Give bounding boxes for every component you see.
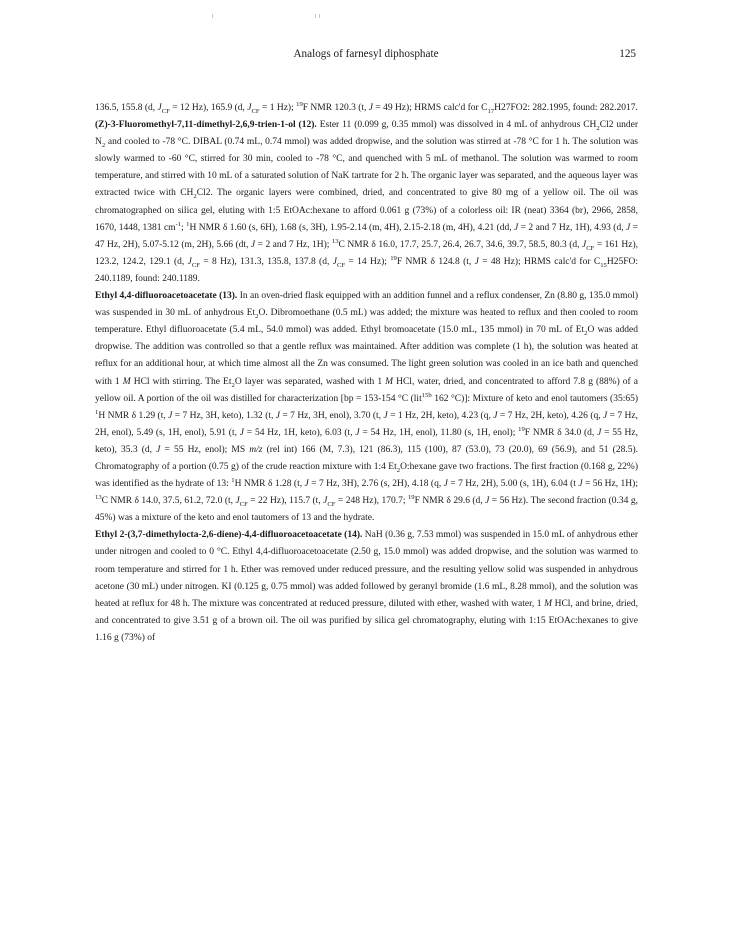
paragraph-text: Ester 11 (0.099 g, 0.35 mmol) was dissolved in 4 mL of anhydrous $CH_2Cl2$ under $N_2$ and cooled to -78 °C. DIBAL (0.74 mL, 0.74 mmol) was added dropwise, and the solution was stirred at -78 °C for 1 h. The solution was slowly warmed to -60 °C, stirred for 30 min, cooled to -78 °C, and quenched with 5 mL of methanol. The solution was warmed to room temperature, and stirred with 10 mL of a saturated solution of NaK tartrate for 2 h. The organic layer was separated, and the aqueous layer was extracted twice with $CH_2Cl2$. The organic layers were combined, dried, and concentrated to give 80 mg of a yellow oil. The oil was chromatographed on silica gel, eluting with 1:5 EtOAc:hexane to afford 0.061 g (73%) of a colorless oil: IR (neat) 3364 (br), 2966, 2858, 1670, 1448, 1381 $cm^{-1}$; $^1$H NMR δ 1.60 (s, 6H), 1.68 (s, 3H), 1.95-2.14 (m, 4H), 2.15-2.18 (m, 4H), 4.21 (dd, J = 2 and 7 Hz, 1H), 4.93 (d, J = 47 Hz, 2H), 5.07-5.12 (m, 2H), 5.66 (dt, J = 2 and 7 Hz, 1H); $^{13}$C NMR δ 16.0, 17.7, 25.7, 26.4, 26.7, 34.6, 39.7, 58.5, 80.3 (d, $J_{CF} = 161$ Hz), 123.2, 124.2, 129.1 (d, $J_{CF} = 8$ Hz), 131.3, 135.8, 137.8 (d, $J_{CF} = 14$ Hz); $^{19}$F NMR δ 124.8 (t, J = 48 Hz); HRMS calc'd for $C_{15}H25FO$: 240.1189, found: 240.1189. (95, 120, 639, 284)
paragraph (95, 288, 638, 527)
paragraph (95, 117, 638, 288)
paragraph-text: In an oven-dried flask equipped with an addition funnel and a reflux condenser, Zn (8.80 g, 135.0 mmol) was suspended in 30 mL of anhydrous $Et_2O$. Dibromoethane (0.5 mL) was added; the mixture was heated to reflux and then cooled to room temperature. Ethyl difluoroacetate (5.4 mL, 54.0 mmol) was added. Ethyl bromoacetate (15.0 mL, 135 mmol) in 70 mL of $Et_2O$ was added dropwise. The addition was controlled so that a gentle reflux was maintained. After addition was complete (1 h), the solution was heated at reflux for an additional hour, at which time almost all the Zn was consumed. The light green solution was cooled in an ice bath and quenched with 1 M HCl with stirring. The $Et_2O$ layer was separated, washed with 1 M HCl, water, dried, and concentrated to afford 7.8 g (88%) of a yellow oil. A portion of the oil was distilled for characterization [bp = 153-154 °C (lit$^{15b}$ 162 °C)]: Mixture of keto and enol tautomers (35:65) $^1$H NMR δ 1.29 (t, J = 7 Hz, 3H, keto), 1.32 (t, J = 7 Hz, 3H, enol), 3.70 (t, J = 1 Hz, 2H, keto), 4.23 (q, J = 7 Hz, 2H, keto), 4.26 (q, J = 7 Hz, 2H, enol), 5.49 (s, 1H, enol), 5.91 (t, J = 54 Hz, 1H, keto), 6.03 (t, J = 54 Hz, 1H, enol), 11.80 (s, 1H, enol); $^{19}$F NMR δ 34.0 (d, J = 55 Hz, keto), 35.3 (d, J = 55 Hz, enol); MS m/z (rel int) 166 (M, 7.3), 121 (86.3), 115 (100), 87 (53.0), 73 (20.0), 69 (56.9), and 51 (28.5). Chromatography of a portion (0.75 g) of the crude reaction mixture with 1:4 $Et_2O:hexane$ gave two fractions. The first fraction (0.168 g, 22%) was identified as the hydrate of 13: $^1$H NMR δ 1.28 (t, J = 7 Hz, 3H), 2.76 (s, 2H), 4.18 (q, J = 7 Hz, 2H), 5.00 (s, 1H), 6.04 (t J = 56 Hz, 1H); $^{13}$C NMR δ 14.0, 37.5, 61.2, 72.0 (t, $J_{CF} = 22$ Hz), 115.7 (t, $J_{CF} = 248$ Hz), 170.7; $^{19}$F NMR δ 29.6 (d, J = 56 Hz). The second fraction (0.34 g, 45%) was a mixture of the keto and enol tautomers of 13 and the hydrate. (95, 291, 639, 524)
compound-heading: Ethyl 4,4-difluoroacetoacetate (13). (95, 291, 238, 302)
page-number: 125 (619, 48, 636, 60)
paragraph (95, 100, 638, 117)
paragraph-text: NaH (0.36 g, 7.53 mmol) was suspended in 15.0 mL of anhydrous ether under nitrogen and cooled to 0 °C. Ethyl 4,4-difluoroacetoacetate (2.50 g, 15.0 mmol) was added dropwise, and the solution was warmed to room temperature and stirred for 1 h. Ether was removed under reduced pressure, and the resulting yellow solid was suspended in anhydrous acetone (30 mL) under nitrogen. KI (0.125 g, 0.75 mmol) was added followed by geranyl bromide (1.6 mL, 8.28 mmol), and the solution was heated at reflux for 48 h. The mixture was concentrated at reduced pressure, diluted with ether, washed with water, 1 M HCl, and brine, dried, and concentrated to give 3.51 g of a brown oil. The oil was purified by silica gel chromatography, eluting with 1:15 EtOAc:hexanes to give 1.16 g (73%) of (95, 530, 639, 643)
body-text (95, 100, 638, 647)
compound-heading: (Z)-3-Fluoromethyl-7,11-dimethyl-2,6,9-trien-1-ol (12). (95, 120, 317, 131)
running-title: Analogs of farnesyl diphosphate (293, 48, 439, 60)
paragraph (95, 527, 638, 647)
paragraph-text: 136.5, 155.8 (d, $J_{CF} = 12$ Hz), 165.9 (d, $J_{CF} = 1$ Hz); $^{19}$F NMR 120.3 (t, J = 49 Hz); HRMS calc'd for $C_{17}H27FO2$: 282.1995, found: 282.2017. (95, 100, 638, 115)
page-header (96, 48, 636, 64)
compound-heading: Ethyl 2-(3,7-dimethylocta-2,6-diene)-4,4-difluoroacetoacetate (14). (95, 530, 363, 541)
